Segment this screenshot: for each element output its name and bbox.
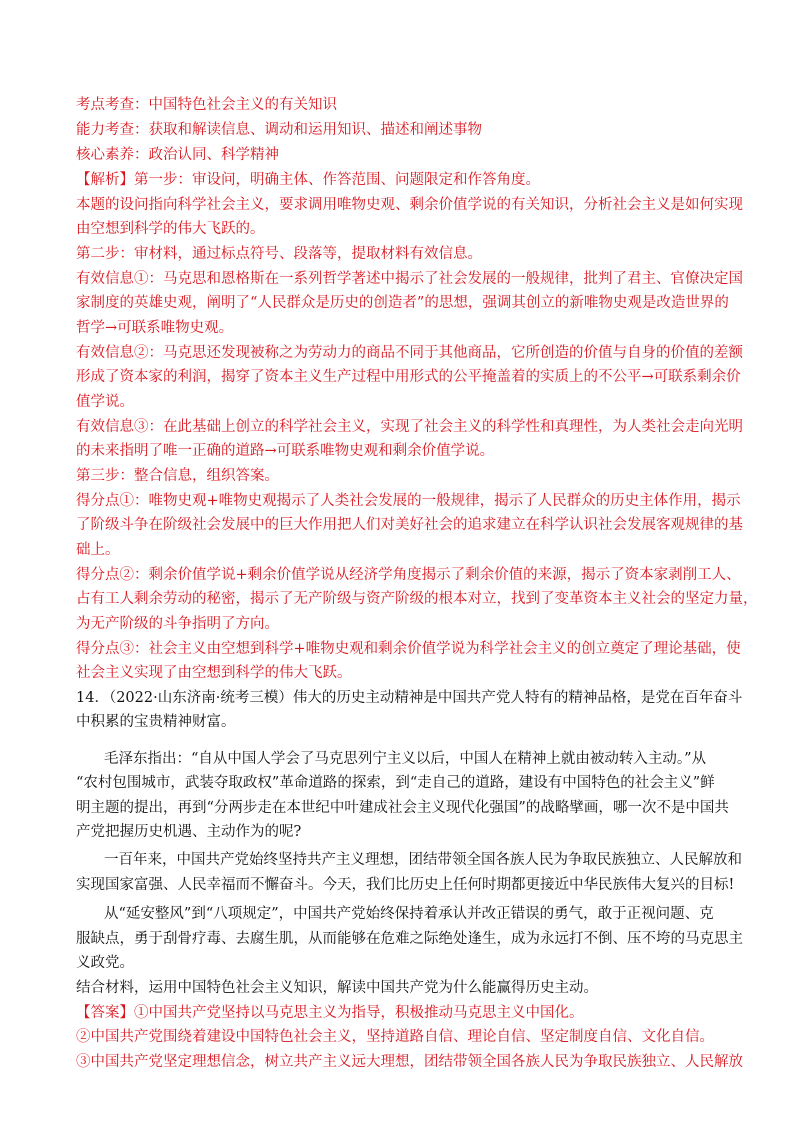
score2-line-1: 得分点②：剩余价值学说+剩余价值学说从经济学角度揭示了剩余价值的来源，揭示了资本家剥削工人、 [76,567,741,583]
jiexi-step1-line [76,170,736,190]
score1-line-3: 础上。 [76,542,120,558]
info2-line-1: 有效信息②：马克思还发现被称之为劳动力的商品不同于其他商品，它所创造的价值与自身的价值的差额 [76,345,743,361]
score3-line-1: 得分点③：社会主义由空想到科学+唯物史观和剩余价值学说为科学社会主义的创立奠定了理论基础，使 [76,641,741,657]
answer-line-3: ③中国共产党坚定理想信念，树立共产主义远大理想，团结带领全国各族人民为争取民族独立、人民解放 [76,1054,743,1070]
para1-line-1: 本题的设问指向科学社会主义，要求调用唯物史观、剩余价值学说的有关知识，分析社会主义是如何实现 [76,197,743,213]
score1-line-1: 得分点①：唯物史观+唯物史观揭示了人类社会发展的一般规律，揭示了人民群众的历史主体作用，揭示 [76,493,741,509]
material1-line-1: 毛泽东指出：“自从中国人学会了马克思列宁主义以后，中国人在精神上就由被动转入主动。”从 [104,751,707,767]
question-prompt: 结合材料，运用中国特色社会主义知识，解读中国共产党为什么能赢得历史主动。 [76,980,598,996]
para1-line-2: 由空想到科学的伟大飞跃的。 [76,221,265,237]
info2-line-3: 值学说。 [76,394,134,410]
info1-line-1: 有效信息①：马克思和恩格斯在一系列哲学著述中揭示了社会发展的一般规律，批判了君主、官僚决定国 [76,271,743,287]
material2-line-2: 实现国家富强、人民幸福而不懈奋斗。今天，我们比历史上任何时期都更接近中华民族伟大复兴的目标! [76,877,735,893]
answer-line-2: ②中国共产党围绕着建设中国特色社会主义，坚持道路自信、理论自信、坚定制度自信、文化自信。 [76,1029,714,1045]
question-source: （2022·山东济南·统考三模） [108,690,293,706]
material1-line-4: 产党把握历史机遇、主动作为的呢? [76,824,302,840]
score2-line-3: 为无产阶级的斗争指明了方向。 [76,616,279,632]
info1-line-3: 哲学→可联系唯物史观。 [76,320,234,336]
material2-line-1: 一百年来，中国共产党始终坚持共产主义理想，团结带领全国各族人民为争取民族独立、人民解放和 [104,852,742,868]
jiexi-label: 【解析】 [76,172,134,188]
answer-line-1 [76,1003,736,1023]
answer-1: ①中国共产党坚持以马克思主义为指导，积极推动马克思主义中国化。 [134,1005,584,1021]
step3-line: 第三步：整合信息，组织答案。 [76,468,279,484]
answer-label: 【答案】 [76,1005,134,1021]
material1-line-2: “农村包围城市，武装夺取政权”革命道路的探索，到“走自己的道路，建设有中国特色的社会主义”鲜 [76,775,715,791]
material1-line-3: 明主题的提出，再到“分两步走在本世纪中叶建成社会主义现代化强国”的战略擘画，哪一次不是中国共 [76,800,729,816]
info2-line-2: 形成了资本家的利润，揭穿了资本主义生产过程中用形式的公平掩盖着的实质上的不公平→可联系剩余价 [76,369,741,385]
question-stem-1: 伟大的历史主动精神是中国共产党人特有的精神品格，是党在百年奋斗 [292,690,743,706]
material3-line-2: 服缺点，勇于刮骨疗毒、去腐生肌，从而能够在危难之际绝处逢生，成为永远打不倒、压不垮的马克思主 [76,931,743,947]
material3-line-1: 从“延安整风”到“八项规定”，中国共产党始终保持着承认并改正错误的勇气，敢于正视问题、克 [104,906,714,922]
score3-line-2: 社会主义实现了由空想到科学的伟大飞跃。 [76,665,352,681]
info1-line-2: 家制度的英雄史观，阐明了“人民群众是历史的创造者”的思想，强调其创立的新唯物史观是改造世界的 [76,295,729,311]
info3-line-2: 的未来指明了唯一正确的道路→可联系唯物史观和剩余价值学说。 [76,443,495,459]
material3-line-3: 义政党。 [76,955,134,971]
score2-line-2: 占有工人剩余劳动的秘密，揭示了无产阶级与资产阶级的根本对立，找到了变革资本主义社会的坚定力量， [76,591,758,607]
question-number: 14． [76,690,109,706]
suyang-line: 核心素养：政治认同、科学精神 [76,147,279,163]
question-stem-line-1 [76,688,743,708]
step2-line: 第二步：审材料，通过标点符号、段落等，提取材料有效信息。 [76,246,482,262]
kaodian-line: 考点考查：中国特色社会主义的有关知识 [76,97,337,113]
info3-line-1: 有效信息③：在此基础上创立的科学社会主义，实现了社会主义的科学性和真理性，为人类社会走向光明 [76,419,743,435]
nengli-line: 能力考查：获取和解读信息、调动和运用知识、描述和阐述事物 [76,122,482,138]
step1-text: 第一步：审设问，明确主体、作答范围、问题限定和作答角度。 [134,172,540,188]
question-stem-line-2: 中积累的宝贵精神财富。 [76,714,236,730]
score1-line-2: 了阶级斗争在阶级社会发展中的巨大作用把人们对美好社会的追求建立在科学认识社会发展客观规律的基 [76,517,743,533]
